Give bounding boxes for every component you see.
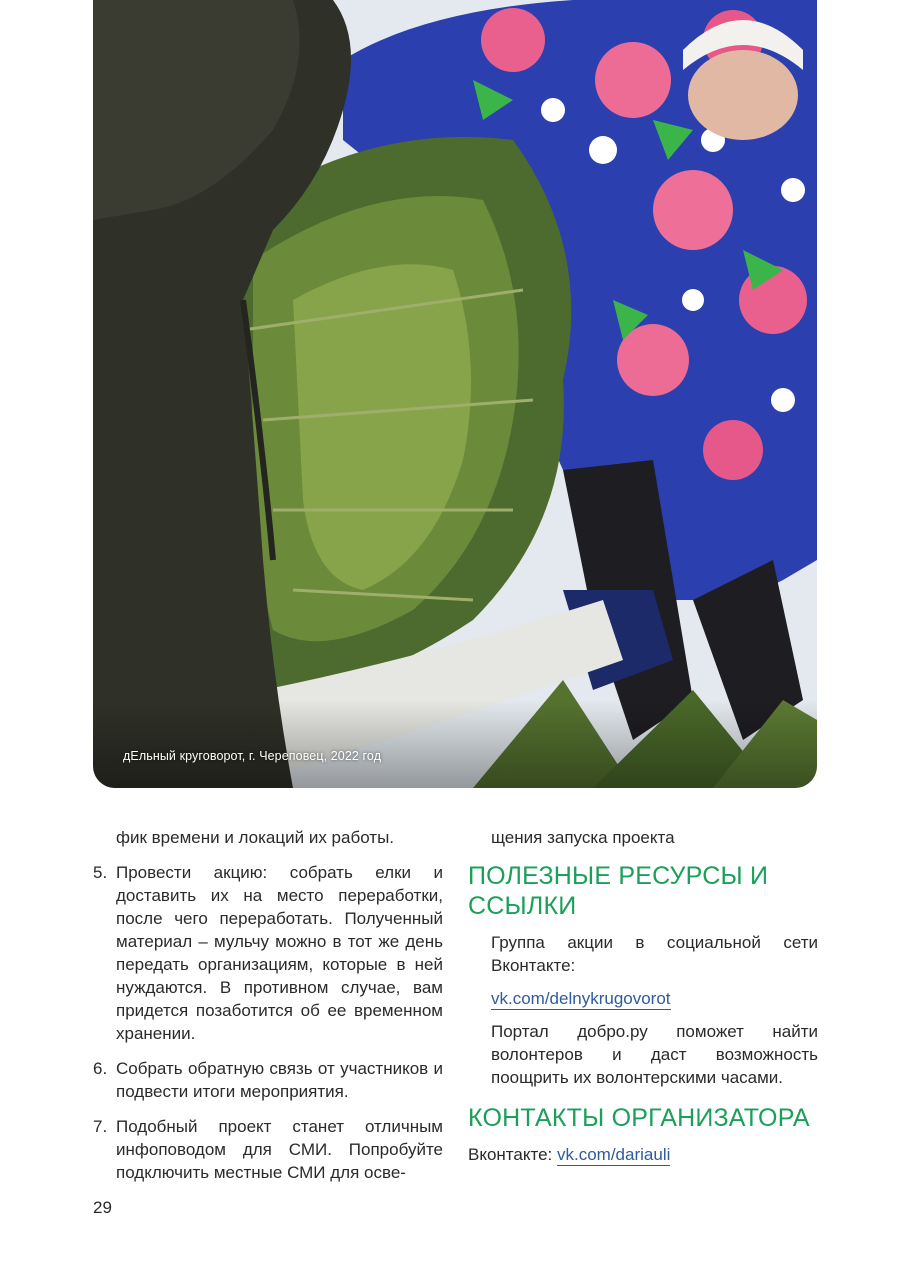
vk-group-link-line [468,987,818,1010]
photo [93,0,817,788]
page-number: 29 [93,1198,112,1217]
contact-line [468,1143,818,1166]
list-item-6 [93,1057,443,1103]
list-number: 5. [93,863,108,882]
list-number: 6. [93,1059,108,1078]
list-text: Провести акцию: собрать елки и доставить их на место переработки, после чего переработать. Полученный материал – мульчу можно в тот же день передать организациям, которые в ней нуждаются. В противном случае, вам придется позаботится об ее временном хранении. [116,863,443,1043]
contact-link[interactable]: vk.com/dariauli [557,1145,671,1164]
dobro-text: Портал добро.ру поможет найти волонтеров и даст возможность поощрить их волонтерскими часами. [491,1022,818,1087]
paragraph-continuation: щения запуска проекта [491,828,675,847]
contact-label: Вконтакте: [468,1145,553,1164]
photo-illustration [93,0,817,788]
list-text: Подобный проект станет отличным инфоповодом для СМИ. Попробуйте подключить местные СМИ для осве- [116,1117,443,1182]
list-continuation: фик времени и локаций их работы. [116,828,395,847]
list-number: 7. [93,1117,108,1136]
left-column [93,826,443,1184]
contacts-heading: КОНТАКТЫ ОРГАНИЗАТОРА [468,1104,810,1132]
right-column [468,826,818,1166]
photo-caption: дЕльный круговорот, г. Череповец, 2022 год [123,749,382,763]
list-item-5 [93,861,443,1045]
resources-heading: ПОЛЕЗНЫЕ РЕСУРСЫ И ССЫЛКИ [468,862,769,920]
list-item-7 [93,1115,443,1184]
vk-group-link[interactable]: vk.com/delnykrugovorot [491,989,671,1008]
vk-group-text: Группа акции в социальной сети Вконтакте: [491,933,818,975]
list-text: Собрать обратную связь от участников и подвести итоги мероприятия. [116,1059,443,1101]
